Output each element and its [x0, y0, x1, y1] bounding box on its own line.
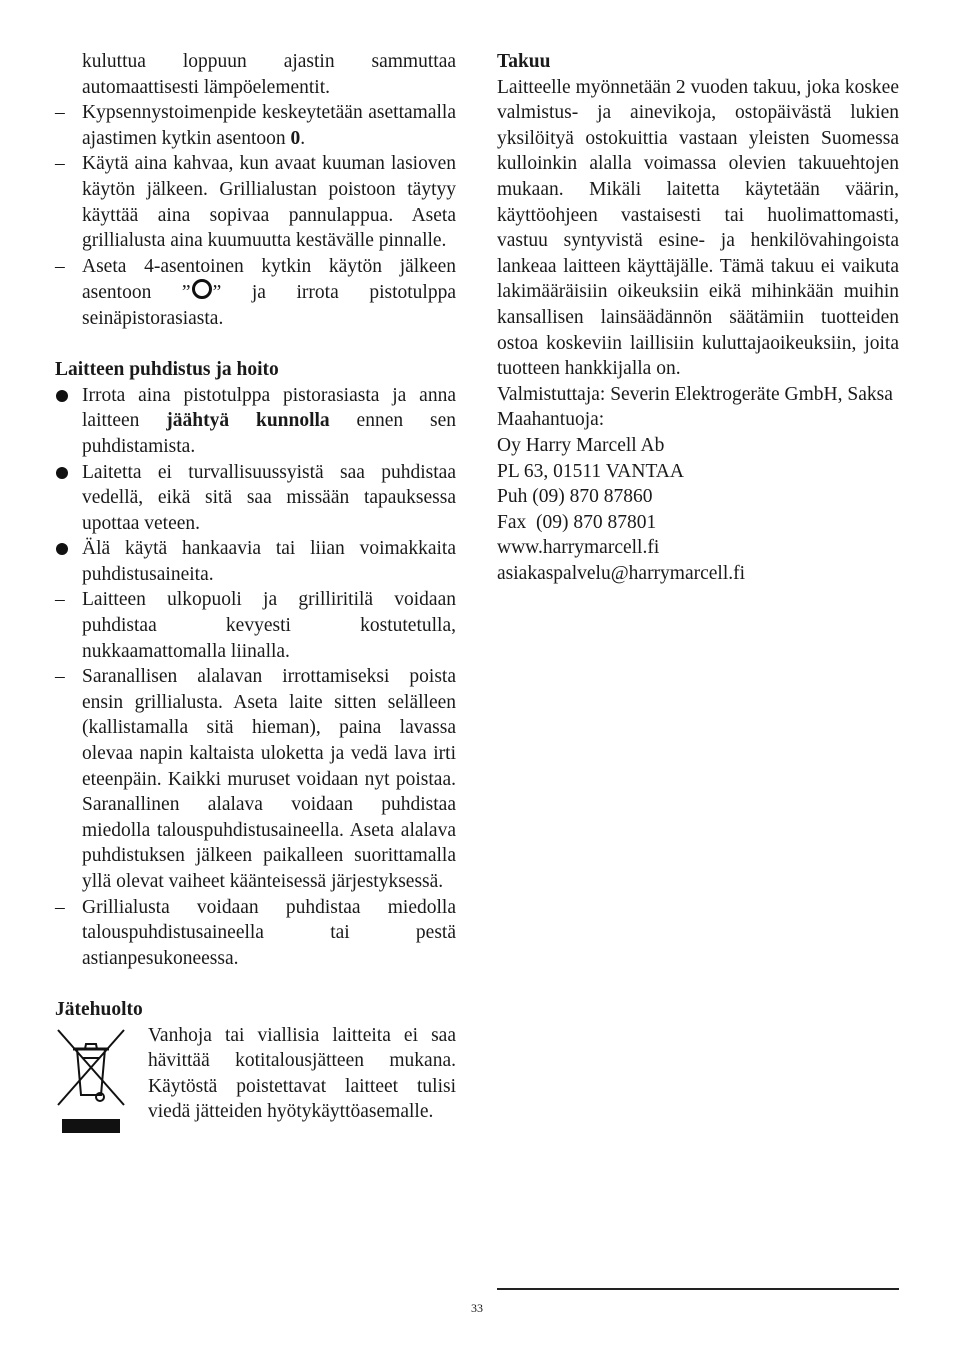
email-link[interactable]: asiakaspalvelu@harrymarcell.fi — [497, 562, 746, 584]
dash-marker: – — [55, 666, 65, 688]
left-column — [55, 49, 456, 1125]
footer-rule — [497, 1288, 899, 1290]
right-column — [497, 49, 899, 586]
bullet-item: Älä käytä hankaavia tai liian voimakkaita puhdistusaineita. — [55, 536, 456, 587]
section-heading: Takuu — [497, 51, 551, 72]
waste-block — [55, 1023, 456, 1125]
dash-item: – Grillialusta voidaan puhdistaa miedolla talouspuhdistusaineella tai pestä astianpesukoneessa. — [55, 896, 456, 969]
dash-marker: – — [55, 153, 65, 175]
dash-item: – Kypsennystoimenpide keskeytetään asettamalla ajastimen kytkin asentoon 0. — [55, 102, 456, 149]
bullet-item: Irrota aina pistotulppa pistorasiasta ja anna laitteen jäähtyä kunnolla ennen sen puhdistamista. — [55, 383, 456, 460]
bullet-item: Laitetta ei turvallisuussyistä saa puhdistaa vedellä, eikä sitä saa missään tapauksessa upottaa veteen. — [55, 460, 456, 537]
position-zero: 0 — [290, 127, 301, 149]
ring-icon — [192, 279, 212, 299]
bullet-dot-icon — [56, 467, 68, 479]
warranty-text: Laitteelle myönnetään 2 vuoden takuu, joka koskee valmistus- ja ainevikoja, ostopäivästä lukien yksilöityä ostokuittia vastaan yleisten Suomessa kulloinkin alalla voimassa olevien takuuehtojen mukaan. Mikäli laitetta käytetään väärin, käyttöohjeen vastaisesti tai huolimattomasti, vastuu syntyvistä esine- ja henkilövahingoista lankeaa laitteen käyttäjälle. Tämä takuu ei vaikuta lakimääräisiin oikeuksiin eikä mihinkään muihin kansallisen lainsäädännön säätämiin tuotteiden ostoa koskeviin laillisiin kuluttajaoikeuksiin, joita tuotteen hankkijalla on. — [497, 76, 899, 380]
importer-name: Oy Harry Marcell Ab — [497, 434, 665, 456]
bullet-dot-icon — [56, 390, 68, 402]
dash-item: – Saranallisen alalavan irrottamiseksi poista ensin grillialusta. Aseta laite sitten selälleen (kallistamalla sitä hieman), paina lavassa olevaa napin kaltaista uloketta ja vedä lava irti eteenpäin. Kaikki muruset voidaan nyt poistaa. Saranallinen alalava voidaan puhdistaa miedolla talouspuhdistusaineella. Aseta alalava puhdistuksen jälkeen paikalleen suorittamalla yllä olevat vaiheet käänteisessä järjestyksessä. — [55, 666, 456, 892]
fax: Fax (09) 870 87801 — [497, 511, 657, 533]
dash-item: – Käytä aina kahvaa, kun avaat kuuman lasioven käytön jälkeen. Grillialustan poistoon täytyy käyttää aina sopivaa pannulappua. Aseta grillialusta aina kuumuutta kestävälle pinnalle. — [55, 153, 456, 252]
manufacturer: Valmistuttaja: Severin Elektrogeräte GmbH, Saksa — [497, 383, 893, 405]
bullet-dot-icon — [56, 543, 68, 555]
waste-text: Vanhoja tai viallisia laitteita ei saa hävittää kotitalousjätteen mukana. Käytöstä poistettavat laitteet tulisi viedä jätteiden hyötykäyttöasemalle. — [148, 1024, 456, 1123]
dash-marker: – — [55, 102, 65, 124]
dash-item: – Aseta 4-asentoinen kytkin käytön jälkeen asentoon ” ” ja irrota pistotulppa seinäpistorasiasta. — [55, 255, 456, 329]
importer-address: PL 63, 01511 VANTAA — [497, 460, 684, 482]
website-link[interactable]: www.harrymarcell.fi — [497, 537, 660, 559]
continued-paragraph: kuluttua loppuun ajastin sammuttaa automaattisesti lämpöelementit. — [82, 51, 456, 98]
dash-marker: – — [55, 255, 65, 277]
dash-item: – Laitteen ulkopuoli ja grilliritilä voidaan puhdistaa kevyesti kostutetulla, nukkaamattomalla liinalla. — [55, 589, 456, 662]
section-heading: Jätehuolto — [55, 998, 143, 1020]
dash-marker: – — [55, 896, 65, 918]
crossed-out-wheelie-bin-icon — [55, 1027, 127, 1135]
section-heading: Laitteen puhdistus ja hoito — [55, 359, 279, 381]
importer-label: Maahantuoja: — [497, 409, 605, 431]
dash-marker: – — [55, 589, 65, 611]
page-number: 33 — [471, 1301, 483, 1315]
phone: Puh (09) 870 87860 — [497, 486, 653, 508]
